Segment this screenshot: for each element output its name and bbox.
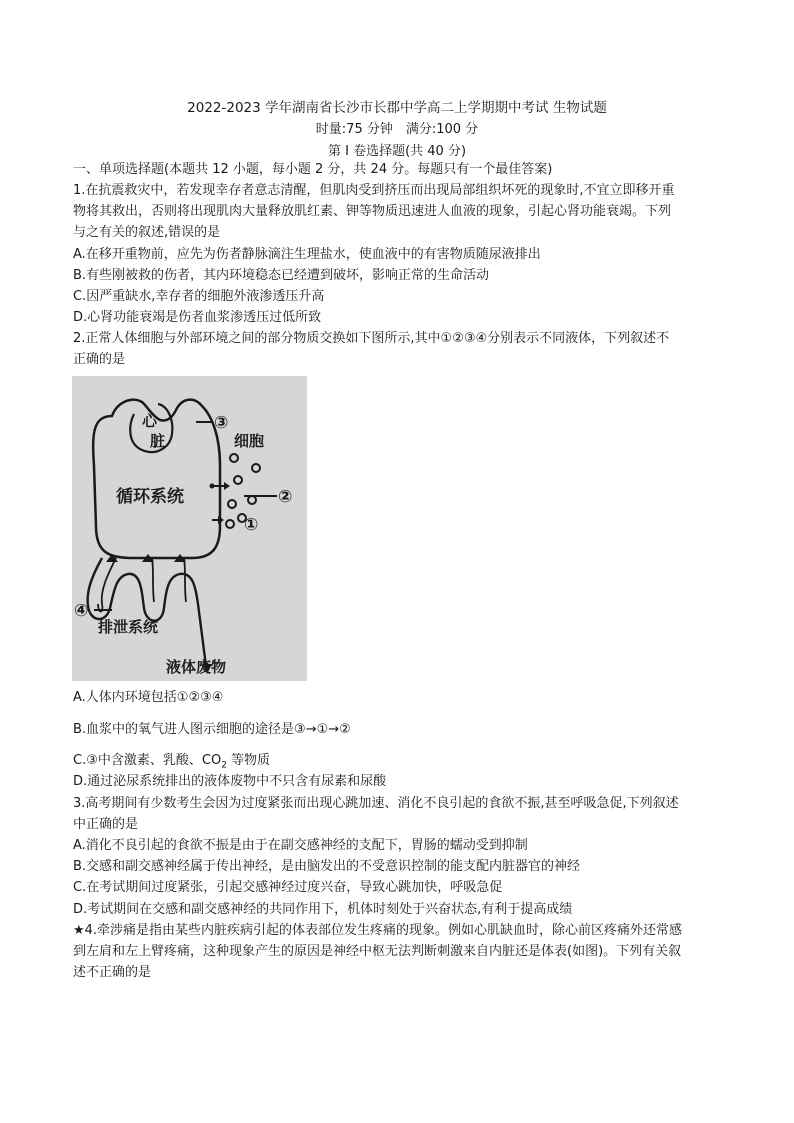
q2-option-a: A.人体内环境包括①②③④ [73,690,224,705]
cell-dot [228,500,236,508]
q1-option-d: D.心肾功能衰竭是伤者血浆渗透压过低所致 [73,310,322,325]
q4-stem-line: 述不正确的是 [73,965,152,980]
fluid-label-4: ④ [74,601,89,621]
arrow-head [224,482,230,490]
circulatory-system-label: 循环系统 [116,487,184,507]
exchange-diagram [72,376,307,681]
q1-stem-line: 与之有关的叙述,错误的是 [73,225,221,240]
q3-option-d: D.考试期间在交感和副交感神经的共同作用下，机体时刻处于兴奋状态,有利于提高成绩 [73,902,573,917]
q1-option-b: B.有些刚被救的伤者，其内环境稳态已经遭到破坏，影响正常的生命活动 [73,268,490,283]
fluid-label-3: ③ [214,413,229,433]
q2-option-b: B.血浆中的氧气进人图示细胞的途径是③→①→② [73,722,351,737]
q3-option-b: B.交感和副交感神经属于传出神经，是由脑发出的不受意识控制的能支配内脏器官的神经 [73,859,581,874]
q2-stem-line: 正确的是 [73,352,126,367]
q1-option-c: C.因严重缺水,幸存者的细胞外液渗透压升高 [73,289,325,304]
fluid-label-2: ② [278,487,293,507]
cell-dot [248,496,256,504]
q3-option-c: C.在考试期间过度紧张，引起交感神经过度兴奋，导致心跳加快，呼吸急促 [73,880,503,895]
liquid-waste-label: 液体废物 [166,658,227,676]
cell-dot [252,464,260,472]
part-heading: 第 I 卷选择题(共 40 分) [327,144,467,159]
cell-dot [234,476,242,484]
q3-option-a: A.消化不良引起的食欲不振是由于在副交感神经的支配下，胃肠的蠕动受到抑制 [73,838,528,853]
excretory-system-label: 排泄系统 [98,618,159,636]
q4-stem-line: 到左肩和左上臂疼痛，这种现象产生的原因是神经中枢无法判断刺激来自内脏还是体表(如图)。下列有关叙 [73,944,682,959]
exam-title: 2022-2023 学年湖南省长沙市长郡中学高二上学期期中考试 生物试题 [187,100,607,116]
star-icon: ★ [73,923,85,938]
body-fluid-exchange-figure [72,376,307,681]
q1-option-a: A.在移开重物前，应先为伤者静脉滴注生理盐水，使血液中的有害物质随尿液排出 [73,247,541,262]
q2-option-c: C.③中含激素、乳酸、$CO_2$ 等物质 [73,753,271,771]
q1-stem-line: 1.在抗震救灾中，若发现幸存者意志清醒，但肌肉受到挤压而出现局部组织坏死的现象时,不宜立即移开重 [73,183,675,198]
cell-label: 细胞 [234,432,265,450]
q1-stem-line: 物将其救出，否则将出现肌肉大量释放肌红素、钾等物质迅速进人血液的现象，引起心肾功能衰竭。下列 [73,204,672,219]
q3-stem-line: 中正确的是 [73,817,139,832]
section-heading: 一、单项选择题(本题共 12 小题，每小题 2 分，共 24 分。每题只有一个最佳答案) [73,162,553,177]
q3-stem-line: 3.高考期间有少数考生会因为过度紧张而出现心跳加速、消化不良引起的食欲不振,甚至呼吸急促,下列叙述 [73,796,679,811]
exam-meta: 时量:75 分钟 满分:100 分 [315,122,479,137]
q2-option-d: D.通过泌尿系统排出的液体废物中不只含有尿素和尿酸 [73,774,387,789]
cell-dot [230,454,238,462]
q2-stem-line: 2.正常人体细胞与外部环境之间的部分物质交换如下图所示,其中①②③④分别表示不同液体，下列叙述不 [73,331,670,346]
heart-label-top: 心 [142,412,158,430]
excretory-tubule [88,558,206,666]
q4-stem-line: ★4.牵涉痛是指由某些内脏疾病引起的体表部位发生疼痛的现象。例如心肌缺血时，除心前区疼痛外还常感 [73,923,683,938]
fluid-label-1: ① [244,515,259,535]
arrow-head [106,554,118,562]
heart-label-bottom: 脏 [150,432,166,450]
cell-dot [226,520,234,528]
